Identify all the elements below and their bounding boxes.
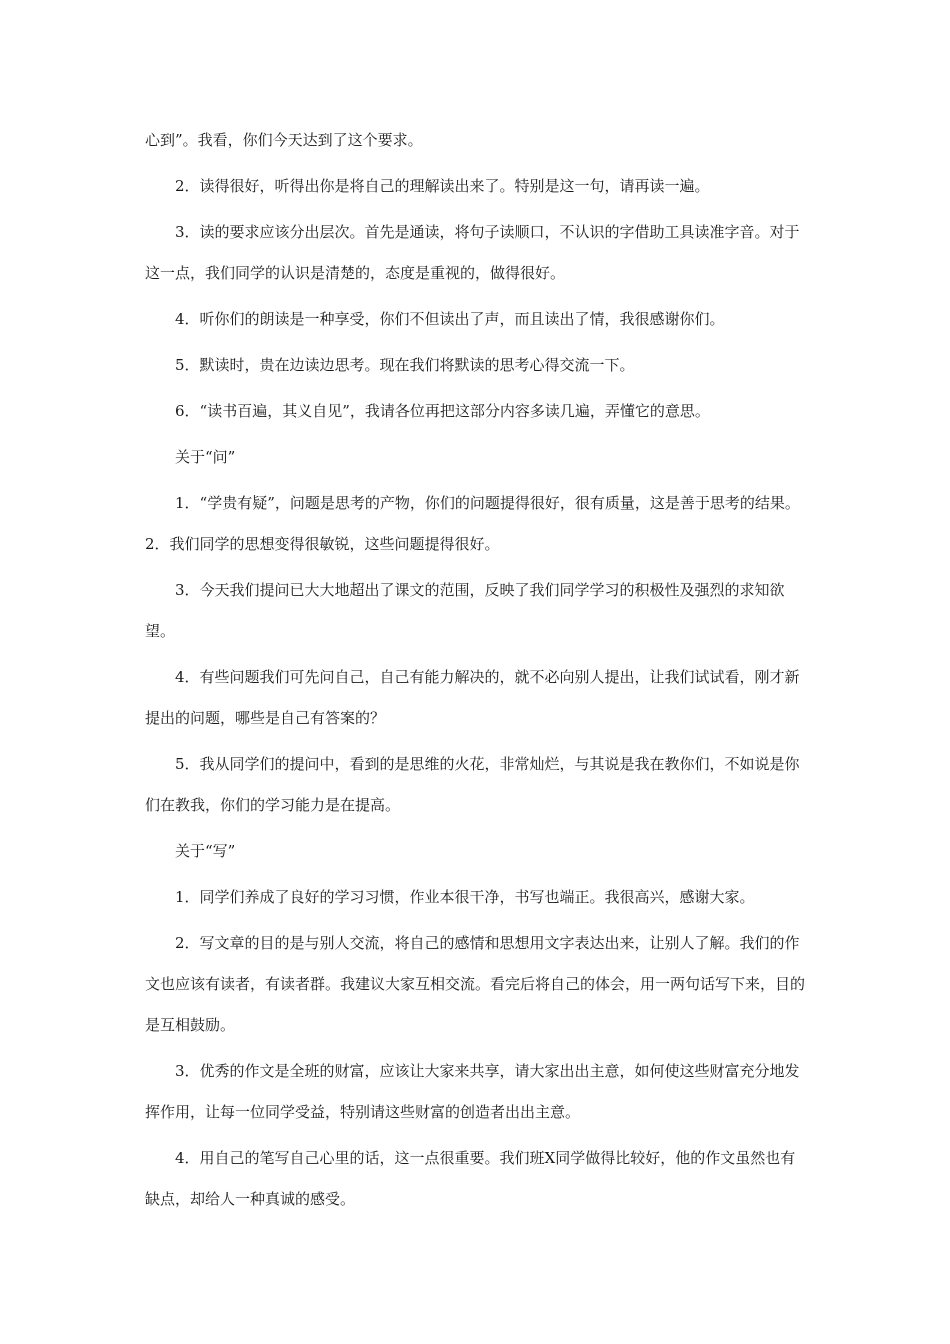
section-heading-ask: 关于“问” <box>175 448 236 466</box>
paragraph-read-6: 6．“读书百遍，其义自见”，我请各位再把这部分内容多读几遍，弄懂它的意思。 <box>175 402 710 420</box>
paragraph-ask-1: 1．“学贵有疑”，问题是思考的产物，你们的问题提得很好，很有质量，这是善于思考的结果。2．我们同学的思想变得很敏锐，这些问题提得很好。 <box>145 494 800 553</box>
paragraph-ask-4: 4．有些问题我们可先问自己，自己有能力解决的，就不必向别人提出，让我们试试看，刚才新提出的问题，哪些是自己有答案的？ <box>145 668 800 727</box>
paragraph-read-5: 5．默读时，贵在边读边思考。现在我们将默读的思考心得交流一下。 <box>175 356 635 374</box>
paragraph-continued: 心到”。我看，你们今天达到了这个要求。 <box>145 131 423 149</box>
paragraph-write-2: 2．写文章的目的是与别人交流，将自己的感情和思想用文字表达出来，让别人了解。我们的作文也应该有读者，有读者群。我建议大家互相交流。看完后将自己的体会，用一两句话写下来，目的是互相鼓励。 <box>145 934 806 1034</box>
paragraph-write-1: 1．同学们养成了良好的学习习惯，作业本很干净，书写也端正。我很高兴，感谢大家。 <box>175 888 755 906</box>
paragraph-write-4: 4．用自己的笔写自己心里的话，这一点很重要。我们班X同学做得比较好，他的作文虽然也有缺点，却给人一种真诚的感受。 <box>145 1149 796 1208</box>
paragraph-ask-5: 5．我从同学们的提问中，看到的是思维的火花，非常灿烂，与其说是我在教你们，不如说是你们在教我，你们的学习能力是在提高。 <box>145 755 800 814</box>
section-heading-write: 关于“写” <box>175 842 236 860</box>
document-body <box>145 120 810 1225</box>
paragraph-read-4: 4．听你们的朗读是一种享受，你们不但读出了声，而且读出了情，我很感谢你们。 <box>175 310 725 328</box>
paragraph-read-2: 2．读得很好，听得出你是将自己的理解读出来了。特别是这一句，请再读一遍。 <box>175 177 710 195</box>
paragraph-write-3: 3．优秀的作文是全班的财富，应该让大家来共享，请大家出出主意，如何使这些财富充分地发挥作用，让每一位同学受益，特别请这些财富的创造者出出主意。 <box>145 1062 800 1121</box>
paragraph-read-3: 3．读的要求应该分出层次。首先是通读，将句子读顺口，不认识的字借助工具读准字音。对于这一点，我们同学的认识是清楚的，态度是重视的，做得很好。 <box>145 223 800 282</box>
paragraph-ask-3: 3．今天我们提问已大大地超出了课文的范围，反映了我们同学学习的积极性及强烈的求知欲望。 <box>145 581 785 640</box>
